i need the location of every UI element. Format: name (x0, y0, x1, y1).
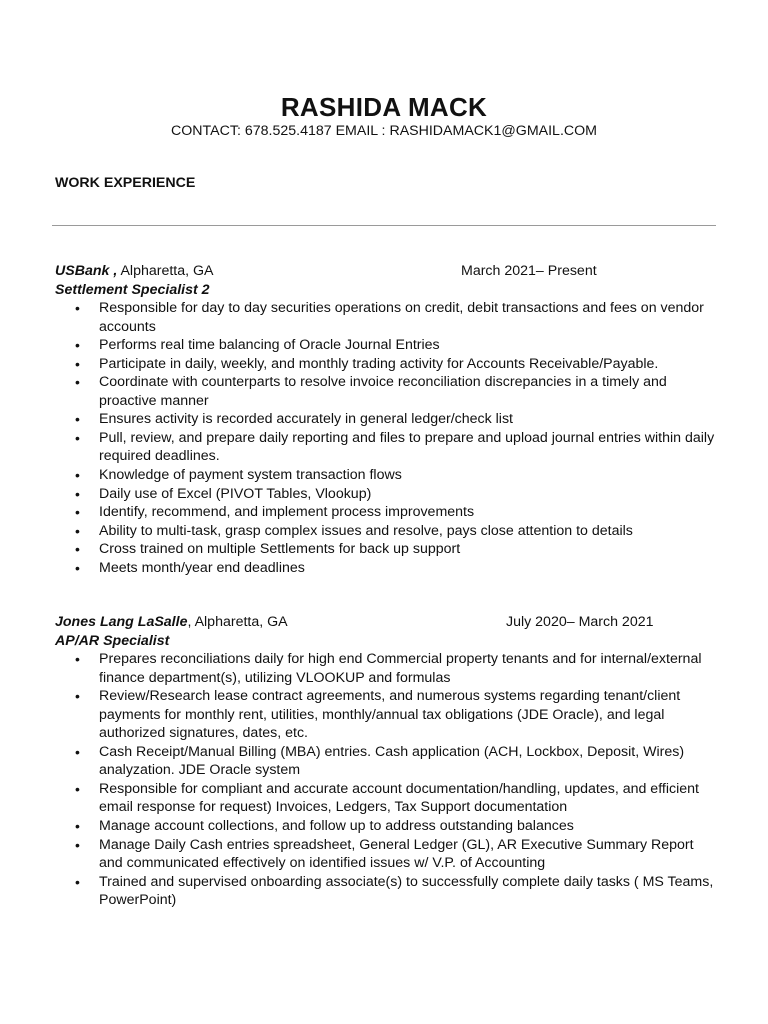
bullet-icon: • (75, 541, 80, 558)
bullet-icon: • (75, 522, 80, 539)
list-item-text: Ensures activity is recorded accurately in general ledger/check list (99, 411, 513, 428)
list-item (55, 780, 715, 817)
list-item (55, 817, 715, 836)
bullet-icon: • (75, 688, 80, 705)
job-location: , Alpharetta, GA (187, 614, 288, 630)
list-item-text: Ability to multi-task, grasp complex issues and resolve, pays close attention to details (99, 522, 633, 539)
section-heading-work-experience: WORK EXPERIENCE (55, 175, 196, 191)
bullet-icon: • (75, 355, 80, 372)
bullet-icon: • (75, 485, 80, 502)
bullet-icon: • (75, 780, 80, 797)
list-item-text: Participate in daily, weekly, and monthly trading activity for Accounts Receivable/Payable. (99, 355, 659, 372)
bullet-icon: • (75, 429, 80, 446)
list-item (55, 873, 715, 910)
job-header (55, 613, 715, 632)
list-item-text: Responsible for day to day securities operations on credit, debit transactions and fees on vendor accounts (99, 300, 704, 335)
job-responsibilities (55, 299, 715, 577)
employer-name: USBank , (55, 263, 118, 279)
list-item (55, 836, 715, 873)
list-item-text: Prepares reconciliations daily for high end Commercial property tenants and for internal/external finance department(s), utilizing VLOOKUP and formulas (99, 651, 702, 686)
list-item-text: Daily use of Excel (PIVOT Tables, Vlookup) (99, 485, 372, 502)
list-item-text: Manage Daily Cash entries spreadsheet, General Ledger (GL), AR Executive Summary Report and communicated effectively on identified issues w/ V.P. of Accounting (99, 836, 694, 872)
bullet-icon: • (75, 559, 80, 576)
list-item-text: Review/Research lease contract agreements, and numerous systems regarding tenant/client payments for monthly rent, utilities, monthly/annual tax obligations (JDE Oracle), and legal authorized signatures, dates, etc. (99, 688, 681, 742)
list-item-text: Pull, review, and prepare daily reporting and files to prepare and upload journal entries within daily required deadlines. (99, 429, 715, 465)
list-item-text: Performs real time balancing of Oracle Journal Entries (99, 337, 440, 354)
list-item-text: Cross trained on multiple Settlements for back up support (99, 541, 461, 558)
bullet-icon: • (75, 873, 80, 890)
list-item-text: Identify, recommend, and implement process improvements (99, 504, 475, 521)
bullet-icon: • (75, 374, 80, 391)
list-item (55, 650, 715, 687)
list-item (55, 522, 715, 541)
list-item (55, 466, 715, 485)
job-dates: March 2021– Present (461, 263, 597, 279)
job-responsibilities (55, 650, 715, 910)
list-item (55, 336, 715, 355)
list-item-text: Coordinate with counterparts to resolve invoice reconciliation discrepancies in a timely and proactive manner (99, 374, 667, 409)
bullet-icon: • (75, 467, 80, 484)
list-item (55, 743, 715, 780)
job-location: Alpharetta, GA (117, 263, 214, 279)
list-item (55, 485, 715, 504)
job-dates: July 2020– March 2021 (506, 614, 654, 630)
bullet-icon: • (75, 743, 80, 760)
bullet-icon: • (75, 836, 80, 853)
list-item-text: Responsible for compliant and accurate account documentation/handling, updates, and efficient email response for request) Invoices, Ledgers, Tax Support documentation (99, 780, 699, 816)
list-item (55, 299, 715, 336)
list-item (55, 355, 715, 374)
list-item-text: Trained and supervised onboarding associate(s) to successfully complete daily tasks ( MS Teams, PowerPoint) (99, 873, 714, 909)
bullet-icon: • (75, 411, 80, 428)
list-item (55, 503, 715, 522)
list-item-text: Knowledge of payment system transaction flows (99, 467, 402, 484)
list-item-text: Manage account collections, and follow up to address outstanding balances (99, 818, 574, 835)
job-entry (55, 613, 715, 910)
list-item (55, 410, 715, 429)
candidate-name: RASHIDA MACK (280, 92, 488, 122)
list-item-text: Cash Receipt/Manual Billing (MBA) entries. Cash application (ACH, Lockbox, Deposit, Wires) analyzation. JDE Oracle system (99, 743, 685, 779)
list-item (55, 540, 715, 559)
contact-line: CONTACT: 678.525.4187 EMAIL : RASHIDAMACK1@GMAIL.COM (171, 123, 597, 139)
list-item (55, 429, 715, 466)
list-item (55, 687, 715, 743)
job-entry (55, 262, 715, 577)
job-title: Settlement Specialist 2 (55, 281, 210, 298)
section-divider (52, 225, 716, 226)
list-item (55, 373, 715, 410)
bullet-icon: • (75, 504, 80, 521)
bullet-icon: • (75, 651, 80, 668)
bullet-icon: • (75, 818, 80, 835)
job-header (55, 262, 715, 281)
employer-name: Jones Lang LaSalle (55, 614, 188, 630)
job-title: AP/AR Specialist (55, 632, 170, 649)
bullet-icon: • (75, 337, 80, 354)
list-item-text: Meets month/year end deadlines (99, 559, 305, 576)
list-item (55, 559, 715, 578)
bullet-icon: • (75, 300, 80, 317)
